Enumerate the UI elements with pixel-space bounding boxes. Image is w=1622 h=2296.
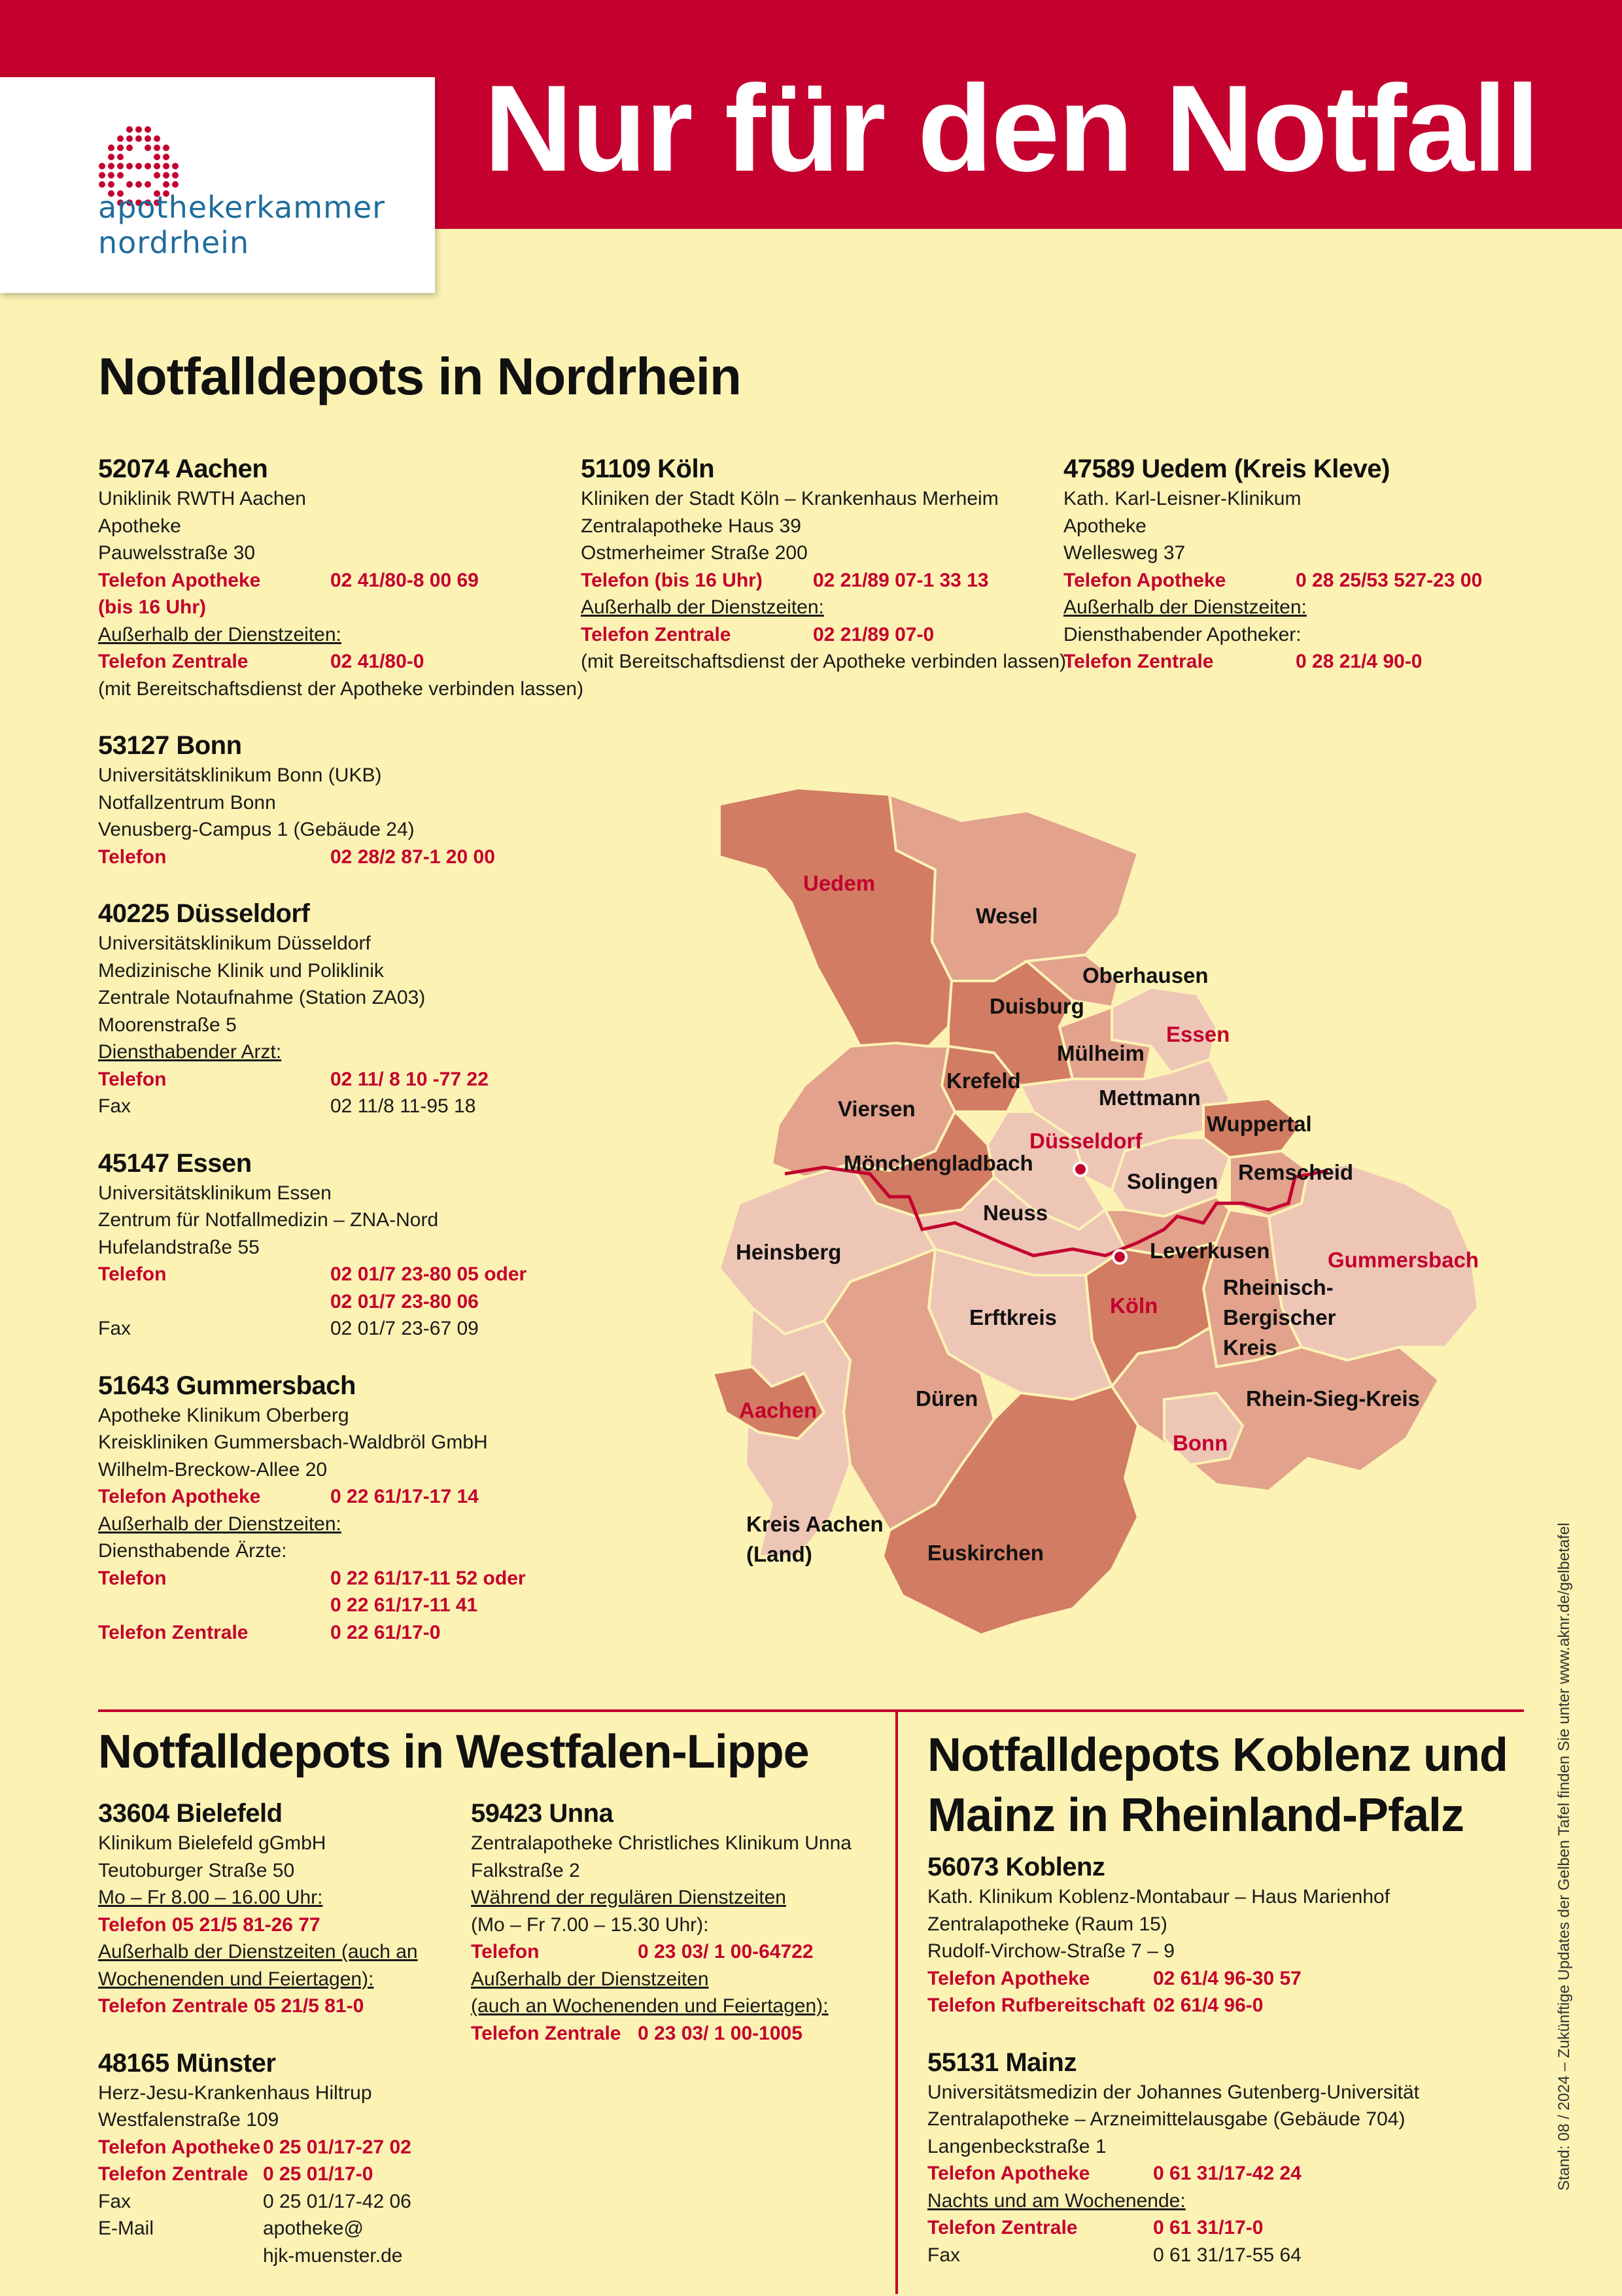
phone-number[interactable]: 0 22 61/17-11 52 oder — [330, 1567, 526, 1589]
phone-number[interactable]: 0 23 03/ 1 00-64722 — [638, 1941, 814, 1962]
address-line: Universitätsmedizin der Johannes Gutenberg-Universität — [927, 2081, 1420, 2103]
hours-note: Außerhalb der Dienstzeiten: — [1063, 596, 1307, 618]
phone-row: Telefon (bis 16 Uhr) 02 21/89 07-1 33 13 — [581, 567, 1039, 594]
depot-city: 59423 Unna — [471, 1799, 613, 1828]
phone-number[interactable]: 0 28 21/4 90-0 — [1296, 651, 1423, 672]
address-line: Notfallzentrum Bonn — [98, 791, 276, 814]
depot-city: 53127 Bonn — [98, 731, 242, 760]
address-line: Apotheke Klinikum Oberberg — [98, 1404, 349, 1426]
phone-number[interactable]: 0 61 31/17-42 24 — [1153, 2163, 1302, 2184]
map-label-oberhausen: Oberhausen — [1082, 963, 1209, 987]
depot-bielefeld — [98, 1797, 464, 2020]
map-label-viersen: Viersen — [838, 1097, 916, 1121]
phone-row: Telefon Apotheke 0 22 61/17-17 14 — [98, 1483, 595, 1511]
email-link[interactable]: hjk-muenster.de — [263, 2244, 403, 2267]
map-label-kreis-aachen-2: (Land) — [746, 1542, 812, 1566]
address-line: Apotheke — [1063, 515, 1147, 537]
map-label-duesseldorf: Düsseldorf — [1029, 1129, 1143, 1153]
map-label-gummersbach: Gummersbach — [1328, 1248, 1479, 1272]
address-line: Wellesweg 37 — [1063, 542, 1186, 564]
depot-gummersbach — [98, 1369, 595, 1647]
address-line: Kath. Karl-Leisner-Klinikum — [1063, 488, 1302, 509]
map-label-solingen: Solingen — [1127, 1169, 1218, 1193]
map-label-remscheid: Remscheid — [1238, 1160, 1354, 1184]
address-line: Zentrale Notaufnahme (Station ZA03) — [98, 987, 426, 1008]
map-label-wesel: Wesel — [976, 904, 1038, 928]
phone-label: (bis 16 Uhr) — [98, 596, 207, 618]
depot-aachen — [98, 453, 595, 702]
address-line: Klinikum Bielefeld gGmbH — [98, 1832, 326, 1854]
phone-number[interactable]: 02 41/80-0 — [330, 651, 424, 672]
depot-koblenz — [927, 1851, 1516, 2019]
email-link[interactable]: apotheke@ — [263, 2218, 364, 2239]
depot-duesseldorf — [98, 897, 595, 1120]
depot-city: 47589 Uedem (Kreis Kleve) — [1063, 454, 1390, 483]
address-line: Kath. Klinikum Koblenz-Montabaur – Haus Marienhof — [927, 1886, 1390, 1908]
phone-number[interactable]: 02 01/7 23-80 06 — [330, 1290, 479, 1312]
map-label-wuppertal: Wuppertal — [1207, 1112, 1312, 1136]
email-row — [98, 2242, 464, 2270]
heading-line-2: Mainz in Rheinland-Pfalz — [927, 1789, 1464, 1842]
depot-city: 48165 Münster — [98, 2048, 276, 2078]
phone-row: Telefon Rufbereitschaft 02 61/4 96-0 — [927, 1992, 1516, 2019]
address-line: Wilhelm-Breckow-Allee 20 — [98, 1458, 328, 1481]
phone-row: Telefon Zentrale 0 23 03/ 1 00-1005 — [471, 2020, 889, 2048]
depot-mainz — [927, 2046, 1516, 2269]
fax-row: Fax 02 01/7 23-67 09 — [98, 1318, 479, 1339]
logo-line-2: nordrhein — [98, 225, 250, 260]
phone-number[interactable]: 02 61/4 96-30 57 — [1153, 1967, 1302, 1989]
phone-number[interactable]: 0 61 31/17-0 — [1153, 2217, 1264, 2238]
address-line: Ostmerheimer Straße 200 — [581, 542, 808, 564]
map-label-muelheim: Mülheim — [1057, 1041, 1145, 1065]
phone-row: Telefon 0 23 03/ 1 00-64722 — [471, 1938, 889, 1966]
section-heading-nordrhein: Notfalldepots in Nordrhein — [98, 347, 741, 405]
map-label-rbk-3: Kreis — [1223, 1335, 1277, 1360]
phone-row: Telefon Apotheke 02 41/80-8 00 69 — [98, 567, 595, 594]
depot-uedem — [1063, 453, 1521, 676]
depot-city: 52074 Aachen — [98, 454, 268, 483]
phone-row: Telefon Zentrale 0 61 31/17-0 — [927, 2214, 1516, 2242]
phone-number[interactable]: 02 28/2 87-1 20 00 — [330, 846, 495, 868]
phone-row — [98, 1288, 595, 1316]
map-label-essen: Essen — [1166, 1022, 1230, 1046]
map-label-erftkreis: Erftkreis — [969, 1305, 1057, 1329]
map-label-rbk-1: Rheinisch- — [1223, 1275, 1334, 1299]
map-label-krefeld: Krefeld — [946, 1069, 1021, 1093]
address-line: Apotheke — [98, 515, 181, 537]
address-line: Westfalenstraße 109 — [98, 2109, 279, 2131]
phone-row: Telefon Apotheke 02 61/4 96-30 57 — [927, 1965, 1516, 1993]
note: (mit Bereitschaftsdienst der Apotheke verbinden lassen) — [98, 677, 584, 700]
phone-row: Telefon Apotheke 0 28 25/53 527-23 00 — [1063, 567, 1521, 594]
address-line: Rudolf-Virchow-Straße 7 – 9 — [927, 1940, 1175, 1962]
address-line: Falkstraße 2 — [471, 1859, 580, 1881]
address-line: Venusberg-Campus 1 (Gebäude 24) — [98, 819, 415, 840]
depot-city: 55131 Mainz — [927, 2048, 1077, 2077]
email-row: E-Mail apotheke@ — [98, 2215, 464, 2242]
depot-koeln — [581, 453, 1067, 676]
hours-note: Nachts und am Wochenende: — [927, 2189, 1186, 2212]
map-label-rhein-sieg-kreis: Rhein-Sieg-Kreis — [1246, 1386, 1420, 1411]
hours-note: Außerhalb der Dienstzeiten (auch an — [98, 1941, 418, 1962]
address-line: Zentralapotheke (Raum 15) — [927, 1913, 1167, 1935]
address-line: Zentralapotheke Christliches Klinikum Unna — [471, 1832, 852, 1854]
westfalen-column-2 — [471, 1797, 889, 2074]
map-label-dueren: Düren — [916, 1386, 978, 1411]
heading-line-1: Notfalldepots Koblenz und — [927, 1729, 1508, 1781]
westfalen-column-1 — [98, 1797, 464, 2296]
phone-number[interactable]: 0 25 01/17-0 — [263, 2163, 373, 2185]
phone-number[interactable]: 0 22 61/17-11 41 — [330, 1594, 478, 1616]
depot-essen — [98, 1147, 595, 1343]
map-label-kreis-aachen-1: Kreis Aachen — [746, 1512, 884, 1536]
address-line: Uniklinik RWTH Aachen — [98, 488, 306, 509]
map-label-leverkusen: Leverkusen — [1150, 1239, 1270, 1263]
duesseldorf-marker-icon — [1074, 1163, 1087, 1176]
phone-number[interactable]: 0 28 25/53 527-23 00 — [1296, 569, 1483, 591]
note: (mit Bereitschaftsdienst der Apotheke verbinden lassen) — [581, 651, 1067, 672]
address-line: Universitätsklinikum Essen — [98, 1182, 332, 1204]
address-line: Zentrum für Notfallmedizin – ZNA-Nord — [98, 1209, 439, 1231]
address-line: Medizinische Klinik und Poliklinik — [98, 959, 384, 982]
phone-row: Telefon 02 01/7 23-80 05 oder — [98, 1261, 595, 1288]
address-line: Langenbeckstraße 1 — [927, 2135, 1107, 2157]
koeln-marker-icon — [1113, 1250, 1126, 1263]
phone-row: Telefon 02 11/ 8 10 -77 22 — [98, 1066, 595, 1093]
address-line: Pauwelsstraße 30 — [98, 542, 256, 564]
hours-note: Außerhalb der Dienstzeiten: — [98, 1513, 341, 1535]
hours-note: Außerhalb der Dienstzeiten: — [98, 623, 341, 645]
fax-row: Fax 02 11/8 11-95 18 — [98, 1095, 476, 1117]
section-heading-westfalen: Notfalldepots in Westfalen-Lippe — [98, 1726, 809, 1778]
phone-number[interactable]: Telefon 05 21/5 81-26 77 — [98, 1913, 320, 1936]
address-line: Universitätsklinikum Düsseldorf — [98, 933, 371, 954]
depot-city: 40225 Düsseldorf — [98, 899, 310, 928]
depot-city: 45147 Essen — [98, 1148, 252, 1178]
duty-note: Diensthabende Ärzte: — [98, 1540, 287, 1562]
address-line: Moorenstraße 5 — [98, 1014, 237, 1036]
page-title: Nur für den Notfall — [484, 60, 1539, 197]
depot-city: 51643 Gummersbach — [98, 1371, 356, 1400]
phone-number[interactable]: 0 22 61/17-0 — [330, 1621, 441, 1643]
address-line: Kreiskliniken Gummersbach-Waldbröl GmbH — [98, 1431, 488, 1453]
phone-row: Telefon Zentrale 0 25 01/17-0 — [98, 2161, 464, 2188]
map-label-rbk-2: Bergischer — [1223, 1305, 1336, 1329]
phone-row: Telefon 0 22 61/17-11 52 oder — [98, 1565, 595, 1592]
map-label-koeln: Köln — [1110, 1294, 1158, 1318]
phone-number[interactable]: 02 11/ 8 10 -77 22 — [330, 1068, 489, 1090]
map-label-neuss: Neuss — [983, 1201, 1048, 1225]
hours-note: Mo – Fr 8.00 – 16.00 Uhr: — [98, 1887, 323, 1908]
map-label-bonn: Bonn — [1173, 1431, 1228, 1455]
depot-city: 51109 Köln — [581, 454, 715, 483]
phone-number[interactable]: Telefon Zentrale 05 21/5 81-0 — [98, 1995, 364, 2017]
map-label-moenchengladbach: Mönchengladbach — [844, 1151, 1033, 1175]
map-label-aachen: Aachen — [739, 1398, 818, 1422]
nordrhein-column-2 — [581, 453, 1067, 702]
map-label-mettmann: Mettmann — [1099, 1086, 1201, 1110]
duty-note: Diensthabender Arzt: — [98, 1041, 282, 1063]
address-line: Universitätsklinikum Bonn (UKB) — [98, 764, 382, 786]
phone-number[interactable]: 02 41/80-8 00 69 — [330, 569, 479, 591]
phone-row: Telefon Zentrale 02 41/80-0 — [98, 648, 595, 676]
depot-unna — [471, 1797, 889, 2047]
address-line: Hufelandstraße 55 — [98, 1236, 260, 1258]
depot-city: 33604 Bielefeld — [98, 1799, 283, 1828]
column-divider — [895, 1712, 898, 2294]
depot-bonn — [98, 729, 595, 870]
depot-muenster — [98, 2047, 464, 2270]
update-note: Stand: 08 / 2024 – Zukünftige Updates der Gelben Tafel finden Sie unter www.aknr.de/gelbetafel — [1555, 1522, 1573, 2191]
nordrhein-column-3 — [1063, 453, 1521, 702]
phone-number[interactable]: 02 21/89 07-0 — [813, 623, 935, 645]
map-label-uedem: Uedem — [803, 871, 876, 895]
phone-row: Telefon Zentrale 0 28 21/4 90-0 — [1063, 648, 1521, 676]
nordrhein-column-1 — [98, 453, 595, 1673]
address-line: Zentralapotheke Haus 39 — [581, 515, 801, 537]
map-label-heinsberg: Heinsberg — [736, 1240, 842, 1264]
phone-row: Telefon Zentrale 02 21/89 07-0 — [581, 621, 1039, 649]
duty-note: Diensthabender Apotheker: — [1063, 623, 1302, 645]
address-line: Teutoburger Straße 50 — [98, 1859, 295, 1881]
phone-number[interactable]: 0 25 01/17-27 02 — [263, 2136, 411, 2158]
phone-number[interactable]: 0 22 61/17-17 14 — [330, 1486, 479, 1507]
depot-city: 56073 Koblenz — [927, 1853, 1105, 1881]
section-heading-rheinland-pfalz — [927, 1725, 1508, 1845]
map-label-duisburg: Duisburg — [990, 994, 1084, 1018]
phone-row: Telefon Apotheke 0 61 31/17-42 24 — [927, 2160, 1516, 2187]
hours-note: Während der regulären Dienstzeiten — [471, 1887, 786, 1908]
hours-note: Außerhalb der Dienstzeiten: — [581, 596, 824, 618]
hours-note: Wochenenden und Feiertagen): — [98, 1968, 374, 1990]
logo-line-1: apothekerkammer — [98, 190, 386, 225]
address-line: Kliniken der Stadt Köln – Krankenhaus Merheim — [581, 488, 999, 509]
fax-row: Fax 0 25 01/17-42 06 — [98, 2190, 411, 2212]
phone-row — [98, 1592, 595, 1619]
hours-note: (auch an Wochenenden und Feiertagen): — [471, 1995, 829, 2017]
section-divider — [98, 1709, 1524, 1712]
address-line: Herz-Jesu-Krankenhaus Hiltrup — [98, 2082, 372, 2104]
hours-note: Außerhalb der Dienstzeiten — [471, 1968, 709, 1990]
rheinland-column — [927, 1851, 1516, 2295]
phone-number[interactable]: 02 61/4 96-0 — [1153, 1995, 1264, 2016]
fax-row: Fax 0 61 31/17-55 64 — [927, 2244, 1302, 2266]
phone-row: Telefon 02 28/2 87-1 20 00 — [98, 844, 595, 871]
phone-row: Telefon Zentrale 0 22 61/17-0 — [98, 1619, 595, 1647]
phone-row: Telefon Apotheke 0 25 01/17-27 02 — [98, 2134, 464, 2161]
phone-number[interactable]: 0 23 03/ 1 00-1005 — [638, 2022, 802, 2044]
nordrhein-region-map — [706, 778, 1498, 1668]
logo — [0, 77, 435, 293]
phone-number[interactable]: 02 01/7 23-80 05 oder — [330, 1263, 527, 1285]
hours-note: (Mo – Fr 7.00 – 15.30 Uhr): — [471, 1913, 709, 1936]
phone-number[interactable]: 02 21/89 07-1 33 13 — [813, 569, 989, 591]
map-label-euskirchen: Euskirchen — [927, 1541, 1044, 1565]
address-line: Zentralapotheke – Arzneimittelausgabe (Gebäude 704) — [927, 2108, 1406, 2130]
